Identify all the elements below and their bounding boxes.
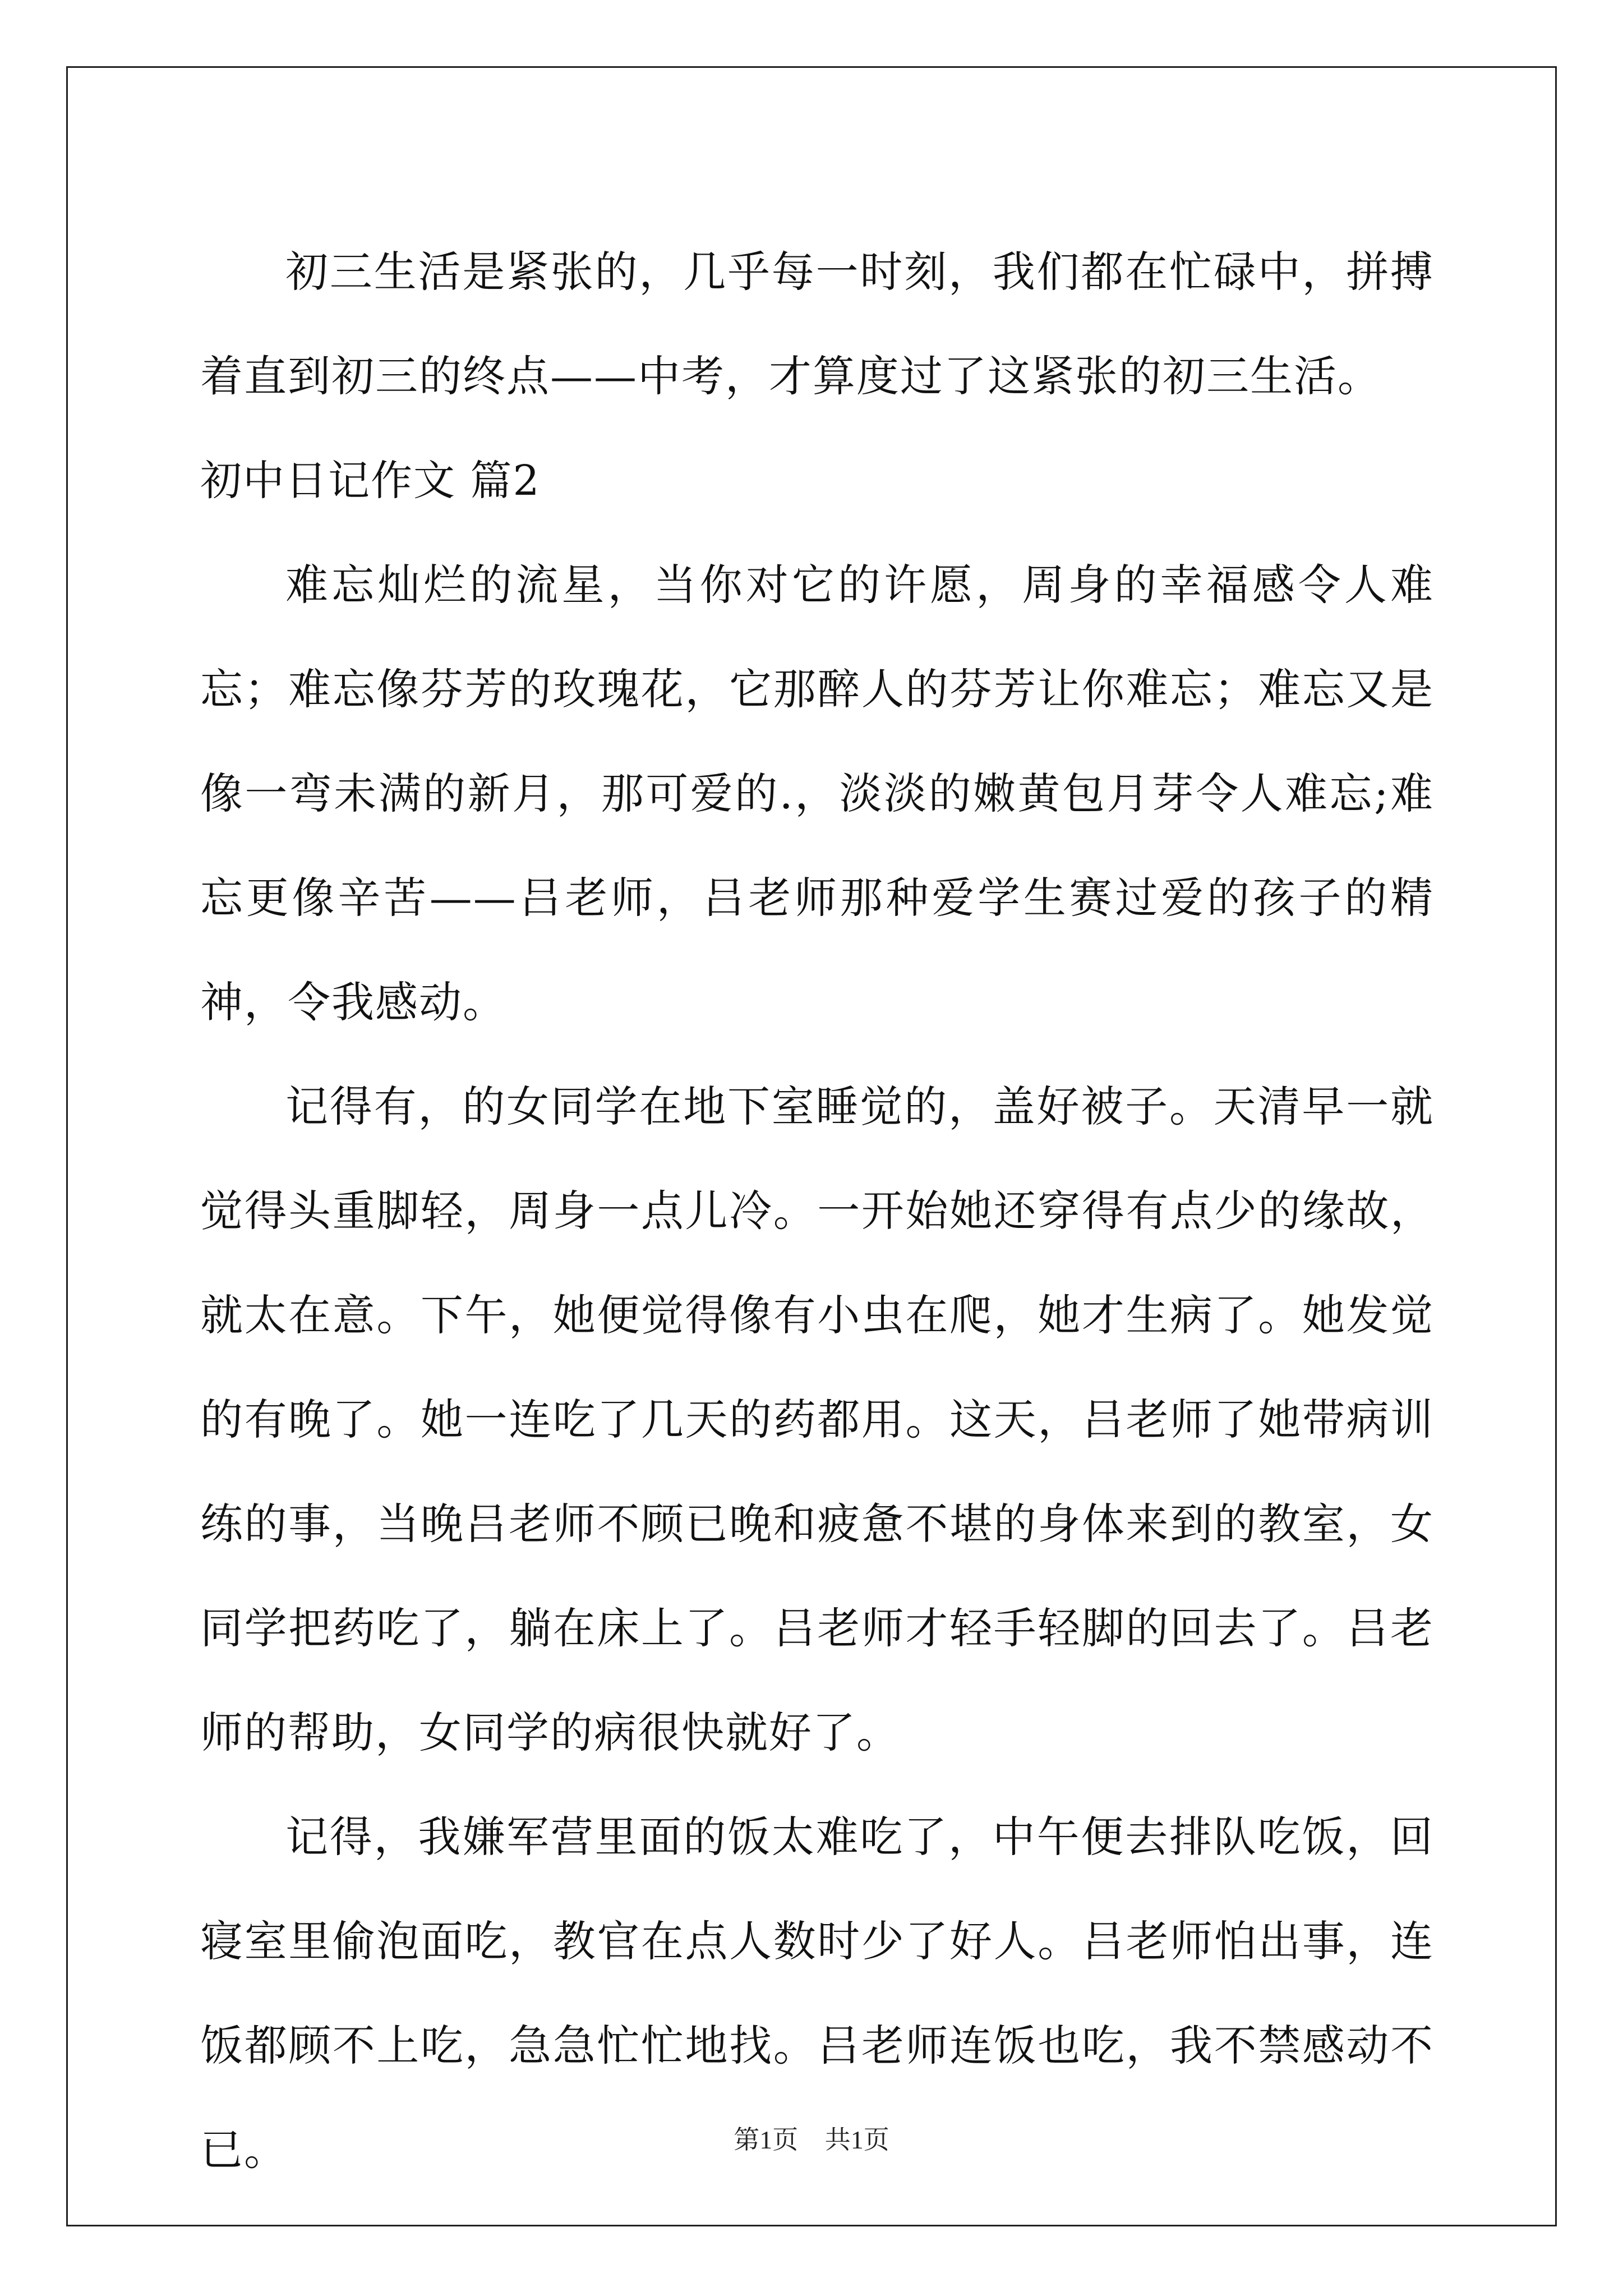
page-number-total: 共1页 (824, 2125, 889, 2154)
paragraph-3: 记得有，的女同学在地下室睡觉的，盖好被子。天清早一就觉得头重脚轻，周身一点儿冷。一开始她还穿得有点少的缘故，就太在意。下午，她便觉得像有小虫在爬，她才生病了。她发觉的有晚了。她一连吃了几天的药都用。这天，吕老师了她带病训练的事，当晚吕老师不顾已晚和疲惫不堪的身体来到的教室，女同学把药吃了，躺在床上了。吕老师才轻手轻脚的回去了。吕老师的帮助，女同学的病很快就好了。 (200, 1082, 1434, 1757)
page-number-current: 第1页 (734, 2125, 799, 2154)
page-footer (0, 2123, 1623, 2157)
paragraph-4: 记得，我嫌军营里面的饭太难吃了，中午便去排队吃饭，回寝室里偷泡面吃，教官在点人数时少了好人。吕老师怕出事，连饭都顾不上吃，急急忙忙地找。吕老师连饭也吃，我不禁感动不已。 (200, 1812, 1434, 2175)
document-body (200, 220, 1434, 2202)
section-heading: 初中日记作文 篇2 (200, 457, 541, 505)
paragraph-2: 难忘灿烂的流星，当你对它的许愿，周身的幸福感令人难忘；难忘像芬芳的玫瑰花，它那醉人的芬芳让你难忘；难忘又是像一弯未满的新月，那可爱的.，淡淡的嫩黄包月芽令人难忘;难忘更像辛苦——吕老师，吕老师那种爱学生赛过爱的孩子的精神，令我感动。 (200, 560, 1434, 1027)
paragraph-1: 初三生活是紧张的，几乎每一时刻，我们都在忙碌中，拼搏着直到初三的终点——中考，才算度过了这紧张的初三生活。 (200, 247, 1434, 401)
